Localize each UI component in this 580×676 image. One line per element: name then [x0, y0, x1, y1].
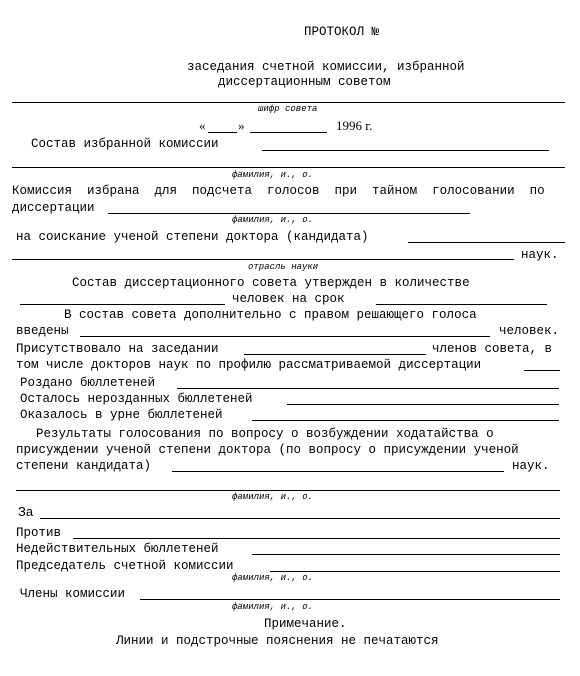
unissued-label: Осталось нерозданных бюллетеней	[20, 392, 253, 406]
added-suffix: человек.	[499, 324, 560, 338]
degree-line	[408, 242, 565, 243]
invalid-line	[252, 554, 560, 555]
result-line1: Результаты голосования по вопросу о возбуждении ходатайства о	[36, 427, 494, 441]
name-hint-5: фамилия, и., о.	[232, 602, 314, 612]
protocol-title: ПРОТОКОЛ №	[304, 25, 380, 39]
note-heading: Примечание.	[264, 617, 347, 631]
for-label: За	[18, 504, 34, 519]
name-hint-2: фамилия, и., о.	[232, 215, 314, 225]
chairman-line	[270, 571, 560, 572]
protocol-subtitle-line2: диссертационным советом	[218, 75, 391, 89]
for-line	[40, 518, 560, 519]
composition-line-2	[12, 167, 565, 168]
people-count-line	[20, 304, 225, 305]
invalid-label: Недействительных бюллетеней	[16, 542, 219, 556]
present-line	[244, 354, 426, 355]
name-hint-1: фамилия, и., о.	[232, 170, 314, 180]
composition-line	[262, 150, 549, 151]
unissued-line	[287, 404, 559, 405]
present-prefix: Присутствовало на заседании	[16, 342, 219, 356]
added-line1: В состав совета дополнительно с правом решающего голоса	[64, 308, 477, 322]
council-code-hint: шифр совета	[258, 104, 318, 114]
note-text: Линии и подстрочные пояснения не печатаются	[116, 634, 439, 648]
chairman-label: Председатель счетной комиссии	[16, 559, 234, 573]
date-month-line	[250, 132, 327, 133]
members-line	[140, 599, 560, 600]
in-urn-line	[252, 420, 559, 421]
degree-label: на соискание ученой степени доктора (кандидата)	[16, 230, 369, 244]
elected-line2: диссертации	[12, 201, 95, 215]
members-label: Члены комиссии	[20, 587, 126, 601]
present-suffix: членов совета, в	[432, 342, 553, 356]
against-line	[73, 538, 560, 539]
issued-line	[177, 388, 559, 389]
nauk-label-1: наук.	[521, 248, 559, 262]
people-term-label: человек на срок	[232, 292, 345, 306]
result-line-2	[16, 490, 560, 491]
protocol-subtitle-line1: заседания счетной комиссии, избранной	[187, 60, 465, 74]
against-label: Против	[16, 526, 62, 540]
doctors-label: том числе докторов наук по профилю рассматриваемой диссертации	[16, 358, 482, 372]
name-hint-3: фамилия, и., о.	[232, 492, 314, 502]
date-open-quote: «	[199, 118, 206, 133]
added-line	[80, 336, 490, 337]
council-code-line	[12, 102, 565, 103]
result-line	[172, 471, 504, 472]
result-line3: степени кандидата)	[16, 459, 152, 473]
branch-line	[12, 259, 514, 260]
council-approved-label: Состав диссертационного совета утвержден в количестве	[72, 276, 470, 290]
nauk-label-2: наук.	[512, 459, 550, 473]
doctors-line	[524, 370, 560, 371]
date-year: 1996 г.	[336, 118, 373, 133]
branch-hint: отрасль науки	[248, 262, 319, 272]
dissertation-line	[108, 213, 470, 214]
name-hint-4: фамилия, и., о.	[232, 573, 314, 583]
in-urn-label: Оказалось в урне бюллетеней	[20, 408, 223, 422]
result-line2: присуждении ученой степени доктора (по вопросу о присуждении ученой	[16, 443, 519, 457]
added-prefix: введены	[16, 324, 69, 338]
date-day-line	[208, 132, 237, 133]
elected-line1: Комиссия избрана для подсчета голосов при тайном голосовании по	[12, 184, 545, 198]
issued-label: Роздано бюллетеней	[20, 376, 156, 390]
composition-label: Состав избранной комиссии	[31, 137, 219, 151]
date-close-quote: »	[238, 118, 245, 133]
term-line	[376, 304, 547, 305]
